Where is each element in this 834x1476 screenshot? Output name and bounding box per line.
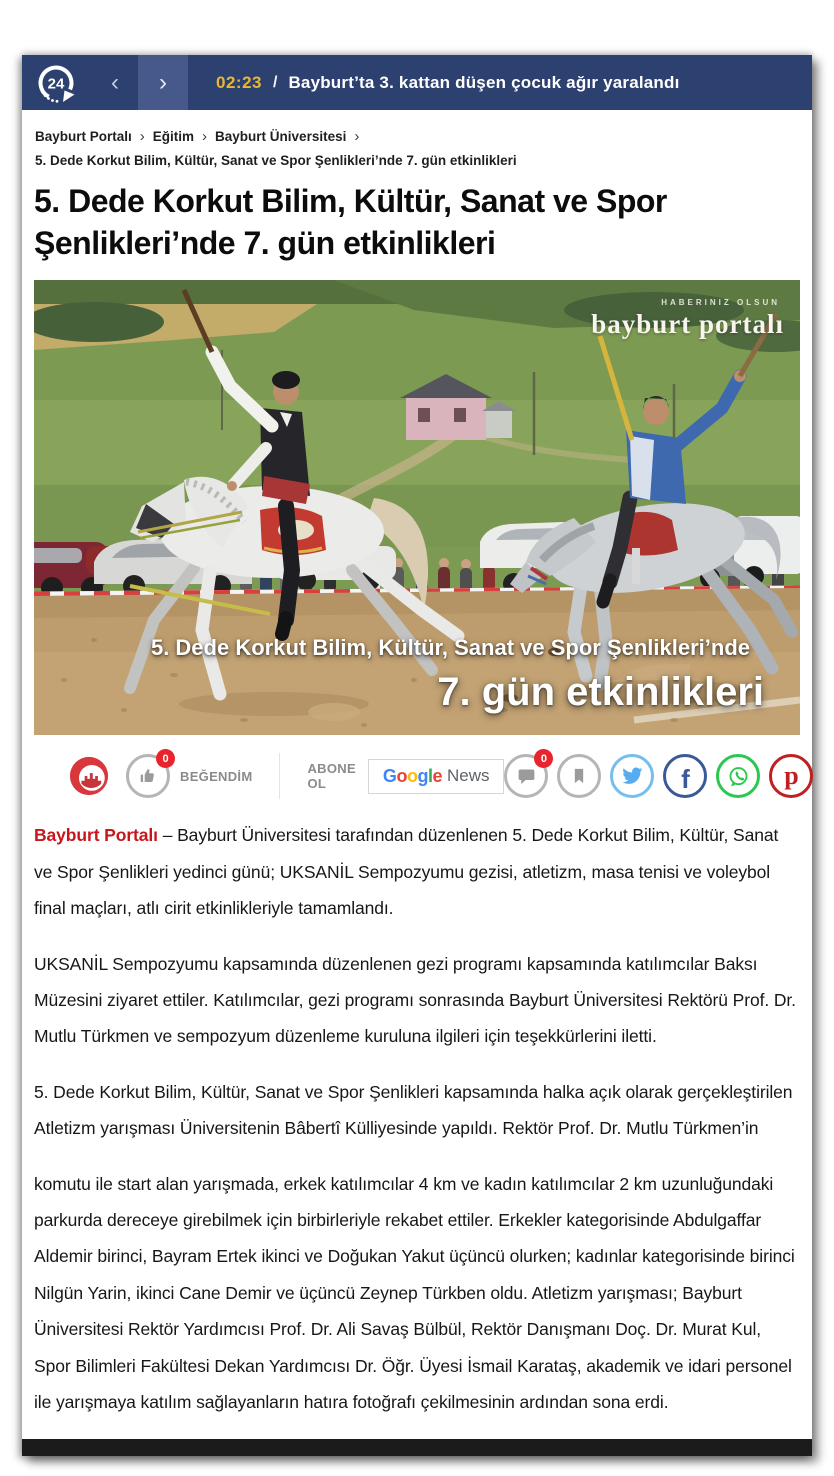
like-label: BEĞENDİM: [180, 768, 253, 784]
ticker-prev-button[interactable]: ‹: [102, 71, 128, 95]
comment-count-badge: 0: [534, 749, 553, 768]
subscribe-label: ABONE OL: [307, 761, 356, 792]
share-bar: [22, 735, 812, 813]
breadcrumb: [22, 110, 812, 172]
paragraph-text: – Bayburt Üniversitesi tarafından düzenlenen 5. Dede Korkut Bilim, Kültür, Sanat ve Spor Şenlikleri yedinci günü; UKSANİL Sempozyumu gezisi, atletizm, masa tenisi ve voleybol final maçları, atlı cirit etkinlikleriyle tamamlandı.: [34, 825, 779, 919]
breadcrumb-current-page[interactable]: 5. Dede Korkut Bilim, Kültür, Sanat ve Spor Şenlikleri’nde 7. gün etkinlikleri: [35, 153, 517, 168]
divider: [279, 753, 280, 799]
watermark-logo-text: bayburt portalı: [591, 309, 784, 340]
facebook-share-button[interactable]: [663, 754, 707, 798]
breadcrumb-separator: ›: [354, 128, 360, 145]
reactions-icon[interactable]: [68, 755, 110, 797]
whatsapp-icon: [727, 765, 750, 788]
article-title: 5. Dede Korkut Bilim, Kültür, Sanat ve Spor Şenlikleri’nde 7. gün etkinlikleri: [34, 183, 667, 262]
pinterest-share-button[interactable]: [769, 754, 813, 798]
bookmark-button[interactable]: [557, 754, 601, 798]
twitter-share-button[interactable]: [610, 754, 654, 798]
article-paragraph: UKSANİL Sempozyumu kapsamında düzenlenen gezi programı kapsamında katılımcılar Baksı Müzesini ziyaret ettiler. Katılımcılar, gezi programı sonrasında Bayburt Üniversitesi Rektörü Prof. Dr. Mutlu Türkmen ve sempozyum düzenleme kuruluna ilgileri için teşekkürlerini iletti.: [34, 953, 796, 1047]
article-hero-image: [34, 280, 800, 735]
google-news-button[interactable]: [368, 759, 505, 794]
breadcrumb-separator: ›: [202, 128, 208, 145]
ticker-next-button[interactable]: ›: [138, 55, 188, 110]
hero-overlay-line2: 7. gün etkinlikleri: [437, 670, 764, 715]
like-button[interactable]: [126, 754, 252, 798]
svg-text:24: 24: [47, 75, 65, 92]
google-logo-text: Google: [382, 765, 442, 786]
clock-24-icon: [34, 61, 78, 105]
twitter-bird-icon: [621, 765, 643, 787]
facebook-f-icon: f: [681, 763, 690, 794]
breadcrumb-category[interactable]: Eğitim: [152, 129, 195, 144]
article-paragraph: 5. Dede Korkut Bilim, Kültür, Sanat ve Spor Şenlikleri kapsamında halka açık olarak gerçekleştirilen Atletizm yarışması Üniversitenin Bâbertî Külliyesinde yapıldı. Rektör Prof. Dr. Mutlu Türkmen’in: [34, 1081, 793, 1139]
breadcrumb-subcategory[interactable]: Bayburt Üniversitesi: [215, 129, 347, 144]
ticker-headline-link[interactable]: Bayburt’ta 3. kattan düşen çocuk ağır yaralandı: [288, 72, 680, 92]
channel-24-logo[interactable]: [34, 61, 78, 105]
thumbs-up-icon[interactable]: [126, 754, 170, 798]
footer-bar: [22, 1439, 812, 1456]
article-paragraph: komutu ile start alan yarışmada, erkek katılımcılar 4 km ve kadın katılımcılar 2 km uzunluğundaki parkurda dereceye girebilmek için birbirleriyle rekabet ettiler. Erkekler kategorisinde Abdulgaffar Aldemir birinci, Bayram Ertek ikinci ve Doğukan Yakut üçüncü olurken; kadınlar kategorisinde birinci Nilgün Yarin, ikinci Cane Demir ve üçüncü Zeynep Türkben oldu. Atletizm yarışması; Bayburt Üniversitesi Rektör Yardımcısı Prof. Dr. Ali Savaş Bülbül, Rektör Danışmanı Doç. Dr. Murat Kul, Spor Bilimleri Fakültesi Dekan Yardımcısı Dr. Öğr. Üyesi İsmail Karataş, akademik ve idari personel ile yarışmaya katılım sağlayanların hatıra fotoğrafı çekilmesinin ardından sona erdi.: [34, 1173, 795, 1412]
pinterest-p-icon: p: [784, 761, 799, 791]
hero-overlay-text: [151, 635, 764, 715]
ticker-separator: /: [272, 73, 278, 91]
google-news-label: News: [446, 766, 490, 786]
breadcrumb-home[interactable]: Bayburt Portalı: [35, 129, 132, 144]
site-watermark: [591, 298, 784, 340]
comment-bubble-icon: [516, 766, 537, 787]
watermark-tagline: HABERINIZ OLSUN: [661, 298, 780, 308]
hero-overlay-line1: 5. Dede Korkut Bilim, Kültür, Sanat ve Spor Şenlikleri’nde: [150, 635, 750, 661]
breadcrumb-separator: ›: [139, 128, 145, 145]
comments-button[interactable]: [504, 754, 548, 798]
page-card: [22, 55, 812, 1456]
article-paragraph: [34, 817, 800, 926]
ticker-time: 02:23: [216, 72, 262, 92]
bookmark-icon: [569, 766, 589, 786]
source-label[interactable]: Bayburt Portalı: [34, 825, 158, 846]
article-body: [22, 813, 812, 1420]
breaking-news-bar: [22, 55, 812, 110]
whatsapp-share-button[interactable]: [716, 754, 760, 798]
like-count-badge: 0: [156, 749, 175, 768]
share-icons: [504, 754, 813, 798]
